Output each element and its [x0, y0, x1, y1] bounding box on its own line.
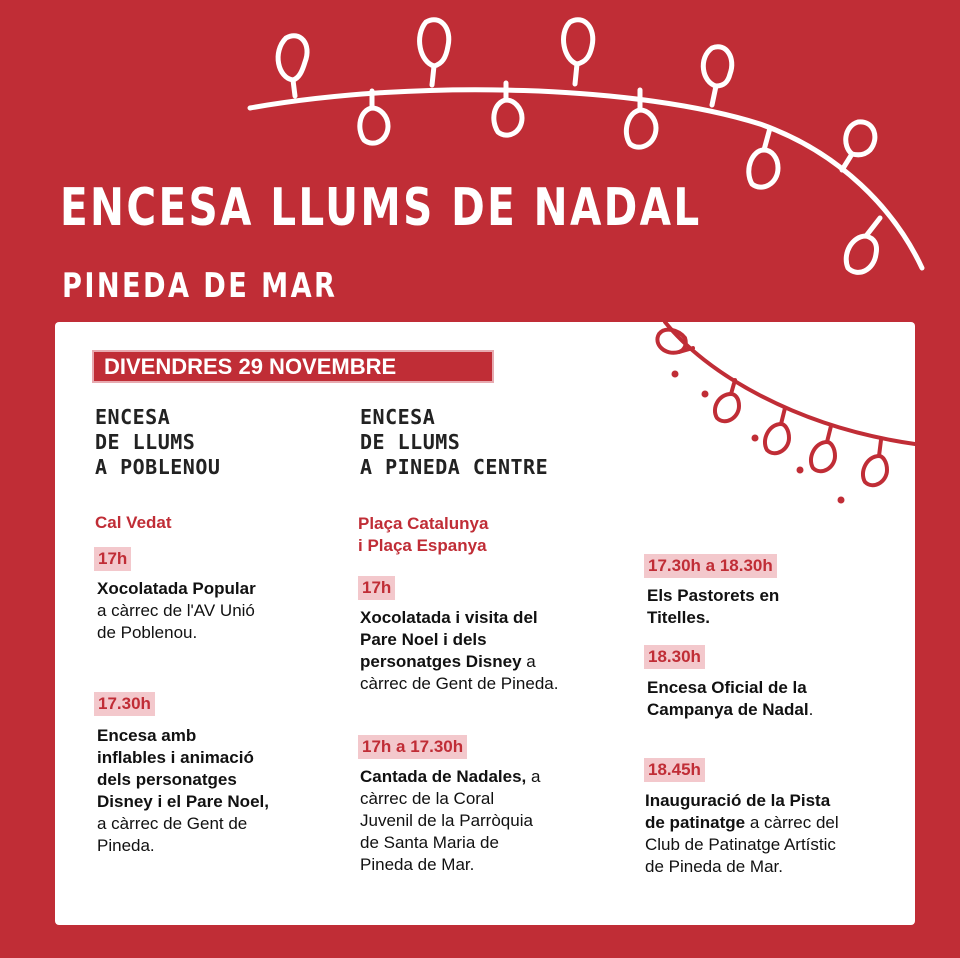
event-time: 17h [94, 547, 131, 571]
light-bulb-icon [278, 36, 307, 96]
event-time: 18.30h [644, 645, 705, 669]
venue-cal-vedat: Cal Vedat [95, 513, 172, 532]
light-bulb-icon [863, 440, 887, 485]
date-banner: DIVENDRES 29 NOVEMBRE [92, 350, 494, 383]
event-description: Els Pastorets en Titelles. [647, 586, 780, 627]
event-description: Xocolatada i visita del Pare Noel i dels personatges Disney a càrrec de Gent de Pineda. [360, 608, 559, 693]
event-time: 17.30h [94, 692, 155, 716]
section-title-pineda-centre: ENCESA DE LLUMS A PINEDA CENTRE [360, 405, 549, 479]
light-bulb-icon [715, 380, 739, 421]
page-title: ENCESA LLUMS DE NADAL [60, 178, 702, 238]
christmas-lights-corner-icon [635, 322, 915, 522]
page-subtitle: PINEDA DE MAR [62, 266, 338, 306]
light-bulb-icon [846, 218, 880, 272]
event-description: Xocolatada Popular a càrrec de l'AV Unió de Poblenou. [97, 579, 256, 642]
event-time: 17h a 17.30h [358, 735, 467, 759]
event-time: 18.45h [644, 758, 705, 782]
light-bulb-icon [749, 128, 778, 187]
light-bulb-icon [811, 426, 835, 471]
event-description: Inauguració de la Pista de patinatge a càrrec del Club de Patinatge Artístic de Pineda de Mar. [645, 791, 839, 876]
venue-placa-catalunya: Plaça Catalunya i Plaça Espanya [358, 514, 489, 555]
light-bulb-icon [564, 20, 593, 84]
event-time: 17.30h a 18.30h [644, 554, 777, 578]
light-bulb-icon [703, 47, 731, 105]
light-bulb-icon [360, 91, 388, 143]
section-title-poblenou: ENCESA DE LLUMS A POBLENOU [95, 405, 221, 479]
light-bulb-icon [842, 122, 875, 170]
event-description: Encesa Oficial de la Campanya de Nadal. [647, 678, 814, 719]
event-time: 17h [358, 576, 395, 600]
event-description: Cantada de Nadales, a càrrec de la Coral Juvenil de la Parròquia de Santa Maria de Pineda de Mar. [360, 767, 541, 874]
light-bulb-icon [765, 408, 789, 453]
light-bulb-icon [420, 20, 449, 85]
event-description: Encesa amb inflables i animació dels personatges Disney i el Pare Noel, a càrrec de Gent de Pineda. [97, 726, 269, 855]
